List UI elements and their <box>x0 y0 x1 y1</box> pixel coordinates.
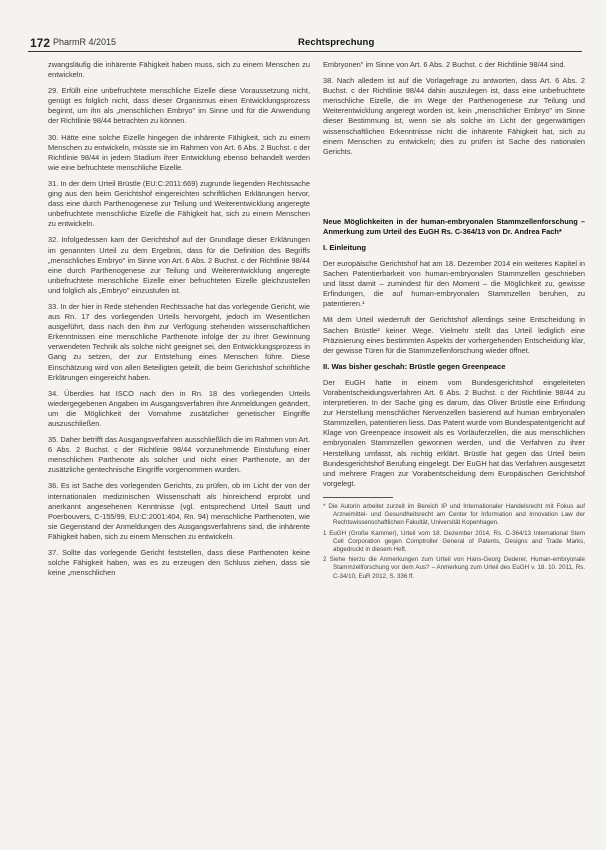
paragraph: Der europäische Gerichtshof hat am 18. Dezember 2014 ein weiteres Kapitel in Sachen Patentierbarkeit von human-embryonalen Stammzellen geschrieben und lässt damit – zumindest für den Moment – die Möglichkeit zu, gewisse Erfindungen, die auf human-embryonalen Stammzellen beruhen, zu patentieren.¹ <box>323 258 585 309</box>
paragraph: zwangsläufig die inhärente Fähigkeit haben muss, sich zu einem Menschen zu entwickeln. <box>48 60 310 80</box>
page-number: 172 <box>30 36 51 50</box>
right-column <box>323 60 585 583</box>
footnote: 2 Siehe hierzu die Anmerkungen zum Urteil von Hans-Georg Dederer, Human-embryonale Stammzellforschung vor dem Aus? – Anmerkung zum Urteil des EuGH v. 18. 10. 2011, Rs. C-34/10, EuR 2012, S. 336 ff. <box>323 556 585 580</box>
paragraph: Der EuGH hatte in einem vom Bundesgerichtshof eingeleiteten Vorabentscheidungsverfahren Art. 6 Abs. 2 Buchst. c der Richtlinie 98/44 zu interpretieren. In der Sache ging es darum, das Oliver Brüstle eine Erfindung zur Herstellung menschlicher Nervenzellen basierend auf human embryonalen Stammzellen, patentieren liess. Das Patent wurde vom Bundespatentgericht auf Klage von Greenpeace insoweit als es Vorläuferzellen, die aus menschlichen embryonalen Stammzellen gewonnen werden, und die Verfahren zu ihrer Herstellung umfasst, als nichtig erklärt. Brüstle hat gegen das Urteil beim Bundesgerichtshof Berufung eingelegt. Der EuGH hat das Verfahren ausgesetzt und mehrere Fragen zur Vorabentscheidung dem Europäischen Gerichtshof vorgelegt. <box>323 377 585 488</box>
section-heading-introduction: I. Einleitung <box>323 242 367 252</box>
paragraph: 37. Sollte das vorlegende Gericht feststellen, dass diese Parthenoten keine solche Fähigkeit haben, was es zu erzeugen den Schluss ziehen, dass sie keine „menschlichen <box>48 548 310 578</box>
article-title: Neue Möglichkeiten in der human-embryonalen Stammzellenforschung – Anmerkung zum Urteil des EuGH Rs. C-364/13 von Dr. Andrea Fach* <box>323 216 585 236</box>
section-title: Rechtsprechung <box>298 37 375 48</box>
paragraph: 33. In der hier in Rede stehenden Rechtssache hat das vorlegende Gericht, wie aus Rn. 17 des vorliegenden Urteils hervorgeht, jedoch im Wesentlichen ausgeführt, dass nach den ihm zur Verfügung stehenden wissenschaftlichen Erkenntnissen eine menschliche Parthenote infolge der zu ihrer Gewinnung verwendeten Technik als solche nicht geeignet sei, den Entwicklungsprozess in Gang zu setzen, der zur Entstehung eines Menschen führe. Diese Einschätzung wird von allen Beteiligten geteilt, die beim Gerichtshof schriftliche Erklärungen eingereicht haben. <box>48 301 310 382</box>
footnote: 1 EuGH (Große Kammer), Urteil vom 18. Dezember 2014, Rs. C-364/13 International Stem Cell Corporation gegen Comptroller General of Patents, Designs and Trade Marks, abgedruckt in diesem Heft. <box>323 529 585 553</box>
paragraph: Embryonen" im Sinne von Art. 6 Abs. 2 Buchst. c der Richtlinie 98/44 sind. <box>323 60 566 69</box>
paragraph: 36. Es ist Sache des vorlegenden Gerichts, zu prüfen, ob im Licht der von der internationalen medizinischen Wissenschaft als hinreichend erprobt und anerkannt angesehenen Kenntnisse (vgl. entsprechend Urteil Sautt und Poerbouvers, C-155/99, EU:C:2001:404, Rn. 94) menschliche Parthenoten, wie sie Gegenstand der Anmeldungen des Ausgangsverfahrens sind, die inhärente Fähigkeit haben, sich zu einem Menschen zu entwickeln. <box>48 481 310 541</box>
paragraph: 35. Daher betrifft das Ausgangsverfahren ausschließlich die im Rahmen von Art. 6 Abs. 2 Buchst. c der Richtlinie 98/44 vorzunehmende Einstufung einer menschlichen Parthenote als solcher und nicht einer Parthenote, an der zusätzliche gentechnische Eingriffe vorgenommen wurden. <box>48 435 310 475</box>
spacer <box>323 163 585 217</box>
paragraph: 30. Hätte eine solche Eizelle hingegen die inhärente Fähigkeit, sich zu einem Menschen zu entwickeln, müsste sie im Rahmen von Art. 6 Abs. 2 Buchst. c der Richtlinie 98/44 in jedem Stadium ihrer Entwicklung ebenso behandelt werden wie eine befruchtete menschliche Eizelle. <box>48 132 310 172</box>
paragraph: 29. Erfüllt eine unbefruchtete menschliche Eizelle diese Voraussetzung nicht, genügt es folglich nicht, dass dieser Organismus einen Entwicklungsprozess beginnt, um ihn als „menschlichen Embryo" im Sinne und für die Anwendung der Richtlinie 98/44 betrachten zu können. <box>48 86 310 126</box>
paragraph: Mit dem Urteil wiederruft der Gerichtshof allerdings seine Entscheidung in Sachen Brüstle² keiner Wege. Vielmehr stellt das Urteil lediglich eine Präzisierung eines bestimmten Aspekts der vorhergehenden Entscheidung klar, der gewisse Türen für die Stammzellenforschung wieder öffnet. <box>323 315 585 355</box>
paragraph: 34. Überdies hat ISCO nach den in Rn. 18 des vorliegenden Urteils wiedergegebenen Angaben im Ausgangsverfahren ihre Anmeldungen geändert, um die Möglichkeit der Vornahme zusätzlicher genetischer Eingriffe auszuschließen. <box>48 388 310 428</box>
page-header <box>28 34 582 54</box>
footnote: * Die Autorin arbeitet zurzeit im Bereich IP und Internationaler Handelsrecht mit Fokus auf Arzneimittel- und Gesundheitsrecht am Center for Information and Innovation Law der Rechtswissenschaftlichen Fakultät, Universität Kopenhagen. <box>323 502 585 527</box>
journal-name: PharmR 4/2015 <box>53 37 117 47</box>
header-rule <box>28 51 582 52</box>
paragraph: 38. Nach alledem ist auf die Vorlagefrage zu antworten, dass Art. 6 Abs. 2 Buchst. c der Richtlinie 98/44 dahin auszulegen ist, dass eine unbefruchtete menschliche Eizelle, die im Wege der Parthenogenese zur Teilung und Weiterentwicklung angeregt worden ist, kein „menschlicher Embryo" im Sinne dieser Bestimmung ist, wenn sie als solche im Licht der gegenwärtigen wissenschaftlichen Erkenntnisse nicht die inhärente Fähigkeit hat, sich zu einem Menschen zu entwickeln; dies zu prüfen ist Sache des nationalen Gerichts. <box>323 76 585 156</box>
paragraph: 31. In der dem Urteil Brüstle (EU:C:2011:669) zugrunde liegenden Rechtssache ging aus den beim Gerichtshof eingereichten schriftlichen Erklärungen hervor, dass eine durch Parthenogenese zur Teilung und Weiterentwicklung angeregte unbefruchtete menschliche Eizelle die Fähigkeit hat, sich zu einem Menschen zu entwickeln. <box>48 178 310 229</box>
section-heading-background: II. Was bisher geschah: Brüstle gegen Greenpeace <box>323 361 506 371</box>
footnote-rule <box>323 497 393 498</box>
paragraph: 32. Infolgedessen kam der Gerichtshof auf der Grundlage dieser Erklärungen im genannten Urteil zu dem Ergebnis, dass für die Definition des Begriffs „menschliches Embryo" im Sinne von Art. 6 Abs. 2 Buchst. c der Richtlinie 98/44 eine durch Parthenogenese zur Teilung und Weiterentwicklung angeregte unbefruchtete menschliche Eizelle einer befruchteten Eizelle gleichzustellen und folglich als „Embryo" einzustufen ist. <box>48 235 310 295</box>
left-column <box>48 60 310 584</box>
